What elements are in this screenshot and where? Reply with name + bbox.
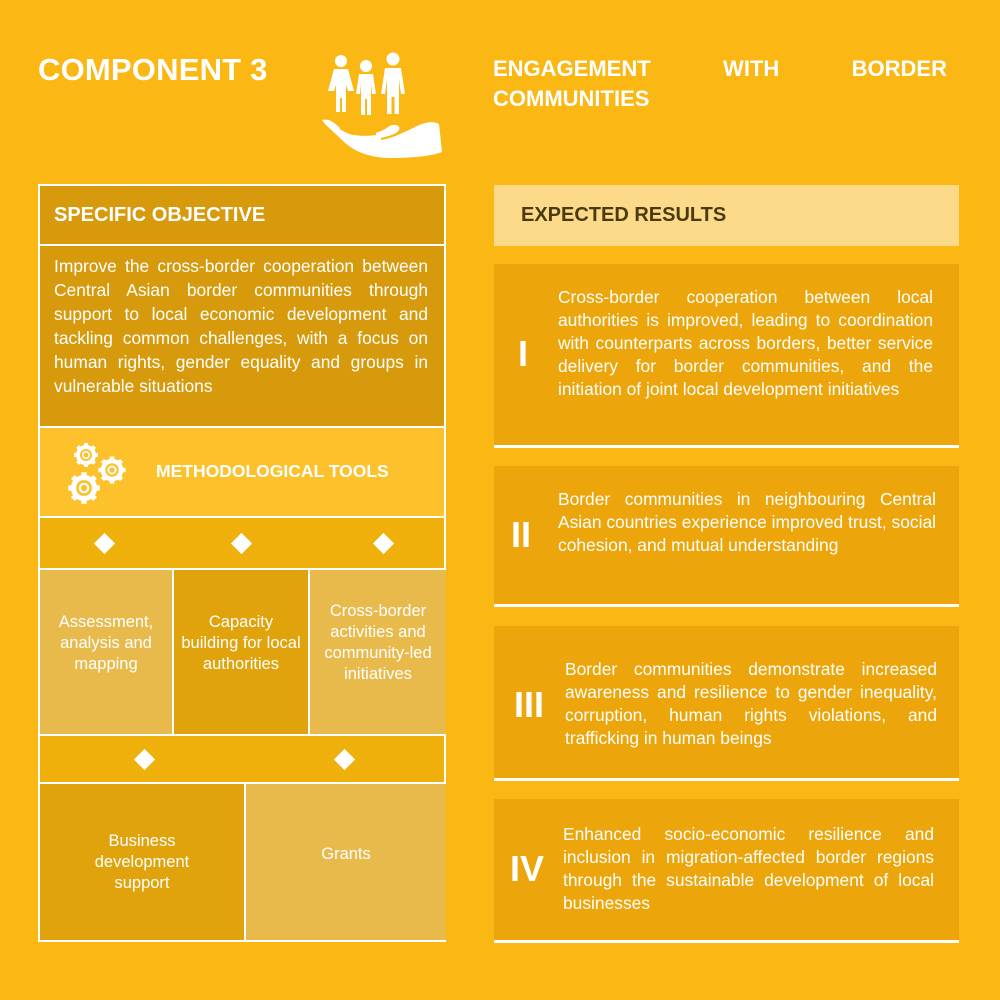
component-heading: ENGAGEMENT WITH BORDER COMMUNITIES — [493, 56, 947, 111]
diamond-marker — [231, 533, 252, 554]
objective-panel — [38, 184, 446, 942]
tool-capacity-building: Capacity building for local authorities — [174, 570, 310, 736]
result-numeral: III — [514, 684, 545, 725]
gears-icon — [66, 436, 134, 508]
diamond-marker — [334, 749, 355, 770]
result-numeral: II — [511, 514, 532, 555]
result-text: Enhanced socio-economic resilience and inclusion in migration-affected border regions through the sustainable development of local businesses — [563, 824, 934, 913]
tool-cross-border-activities: Cross-border activities and community-led initiatives — [310, 570, 446, 736]
connector-row — [40, 736, 444, 784]
result-numeral: IV — [510, 848, 545, 889]
component-title: COMPONENT 3 — [38, 52, 268, 87]
expected-results-heading: EXPECTED RESULTS — [494, 185, 959, 246]
result-item — [494, 264, 959, 448]
specific-objective-text: Improve the cross-border cooperation between Central Asian border communities through support to local economic development and tackling common challenges, with a focus on human rights, gender equality and groups in vulnerable situations — [40, 246, 444, 428]
result-text: Border communities demonstrate increased awareness and resilience to gender inequality, corruption, human rights violations, and trafficking in human beings — [565, 659, 937, 748]
methodological-tools-header — [40, 428, 444, 518]
result-item — [494, 799, 959, 943]
tool-business-development: Business development support — [40, 784, 246, 940]
specific-objective-heading: SPECIFIC OBJECTIVE — [40, 186, 444, 246]
diamond-marker — [134, 749, 155, 770]
tool-grants: Grants — [246, 784, 446, 940]
result-numeral: I — [518, 333, 529, 374]
tool-assessment: Assessment, analysis and mapping — [40, 570, 174, 736]
diamond-marker — [94, 533, 115, 554]
result-item — [494, 466, 959, 607]
connector-row — [40, 518, 444, 570]
people-on-hand-icon — [318, 48, 444, 158]
methodological-tools-heading: METHODOLOGICAL TOOLS — [156, 461, 389, 481]
result-text: Border communities in neighbouring Central Asian countries experience improved trust, social cohesion, and mutual understanding — [558, 489, 936, 555]
result-item — [494, 626, 959, 781]
diamond-marker — [373, 533, 394, 554]
result-text: Cross-border cooperation between local authorities is improved, leading to coordination with counterparts across borders, better service delivery for border communities, and the initiation of joint local development initiatives — [558, 287, 933, 399]
